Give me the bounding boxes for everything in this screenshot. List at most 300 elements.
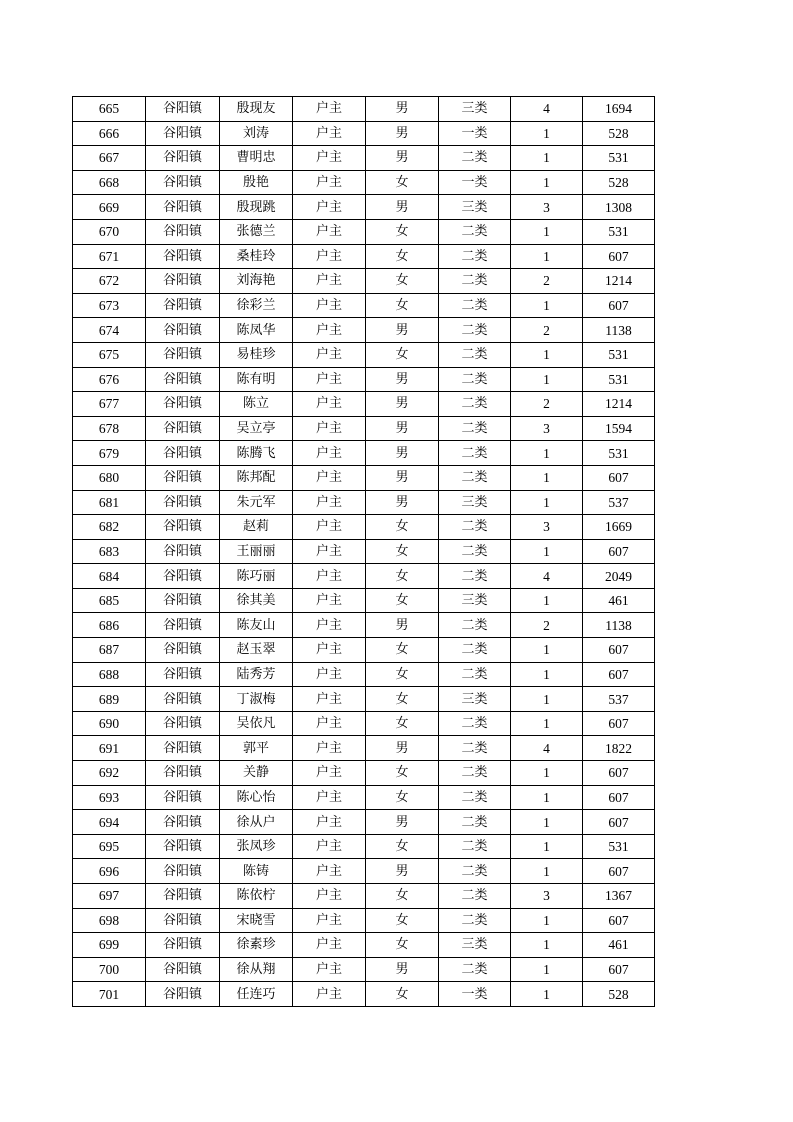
table-row [73,957,655,982]
cell-count: 3 [511,884,583,909]
table-row [73,982,655,1007]
cell-index: 688 [73,662,146,687]
cell-amount: 2049 [583,564,655,589]
table-row [73,318,655,343]
cell-amount: 607 [583,761,655,786]
cell-category: 二类 [439,244,511,269]
cell-town: 谷阳镇 [146,441,220,466]
cell-index: 685 [73,588,146,613]
cell-relation: 户主 [293,490,366,515]
cell-category: 二类 [439,293,511,318]
cell-relation: 户主 [293,367,366,392]
cell-name: 陈立 [220,392,293,417]
cell-relation: 户主 [293,810,366,835]
cell-amount: 1594 [583,416,655,441]
cell-name: 桑桂玲 [220,244,293,269]
cell-name: 徐素珍 [220,933,293,958]
cell-relation: 户主 [293,908,366,933]
cell-gender: 女 [366,515,439,540]
cell-name: 任连巧 [220,982,293,1007]
cell-town: 谷阳镇 [146,761,220,786]
cell-town: 谷阳镇 [146,342,220,367]
cell-gender: 女 [366,982,439,1007]
cell-name: 陆秀芳 [220,662,293,687]
cell-gender: 女 [366,933,439,958]
cell-category: 三类 [439,195,511,220]
cell-gender: 女 [366,908,439,933]
cell-gender: 男 [366,736,439,761]
cell-index: 693 [73,785,146,810]
cell-gender: 女 [366,834,439,859]
table-row [73,195,655,220]
table-row [73,367,655,392]
cell-relation: 户主 [293,146,366,171]
cell-relation: 户主 [293,269,366,294]
cell-town: 谷阳镇 [146,195,220,220]
cell-town: 谷阳镇 [146,613,220,638]
cell-relation: 户主 [293,441,366,466]
cell-gender: 男 [366,613,439,638]
cell-amount: 1669 [583,515,655,540]
cell-gender: 女 [366,244,439,269]
cell-amount: 1308 [583,195,655,220]
table-row [73,490,655,515]
cell-category: 二类 [439,219,511,244]
cell-name: 陈腾飞 [220,441,293,466]
cell-town: 谷阳镇 [146,293,220,318]
cell-amount: 1694 [583,97,655,122]
cell-gender: 女 [366,170,439,195]
cell-count: 4 [511,736,583,761]
cell-relation: 户主 [293,884,366,909]
cell-relation: 户主 [293,539,366,564]
cell-amount: 607 [583,244,655,269]
cell-relation: 户主 [293,711,366,736]
cell-count: 1 [511,859,583,884]
cell-category: 三类 [439,933,511,958]
cell-gender: 男 [366,121,439,146]
cell-amount: 531 [583,219,655,244]
cell-count: 2 [511,318,583,343]
cell-index: 694 [73,810,146,835]
cell-amount: 531 [583,834,655,859]
cell-count: 4 [511,564,583,589]
cell-count: 1 [511,834,583,859]
cell-category: 二类 [439,957,511,982]
records-table [72,96,655,1007]
cell-gender: 男 [366,318,439,343]
cell-gender: 女 [366,539,439,564]
cell-count: 1 [511,293,583,318]
cell-town: 谷阳镇 [146,465,220,490]
cell-gender: 女 [366,761,439,786]
table-row [73,293,655,318]
cell-town: 谷阳镇 [146,884,220,909]
table-row [73,392,655,417]
cell-gender: 女 [366,687,439,712]
cell-town: 谷阳镇 [146,392,220,417]
cell-count: 2 [511,269,583,294]
table-row [73,97,655,122]
cell-index: 689 [73,687,146,712]
cell-category: 二类 [439,318,511,343]
cell-name: 郭平 [220,736,293,761]
cell-amount: 531 [583,146,655,171]
cell-index: 667 [73,146,146,171]
cell-name: 徐彩兰 [220,293,293,318]
cell-amount: 1822 [583,736,655,761]
cell-gender: 女 [366,293,439,318]
table-row [73,416,655,441]
records-table-body [73,97,655,1007]
table-row [73,711,655,736]
cell-town: 谷阳镇 [146,982,220,1007]
cell-index: 672 [73,269,146,294]
cell-name: 易桂珍 [220,342,293,367]
cell-gender: 男 [366,490,439,515]
cell-relation: 户主 [293,736,366,761]
table-row [73,219,655,244]
cell-name: 殷现友 [220,97,293,122]
cell-name: 曹明忠 [220,146,293,171]
cell-relation: 户主 [293,638,366,663]
cell-gender: 女 [366,785,439,810]
cell-town: 谷阳镇 [146,490,220,515]
cell-name: 朱元军 [220,490,293,515]
table-row [73,662,655,687]
cell-category: 三类 [439,687,511,712]
table-row [73,121,655,146]
cell-category: 二类 [439,662,511,687]
cell-category: 二类 [439,613,511,638]
cell-index: 671 [73,244,146,269]
cell-count: 1 [511,638,583,663]
cell-relation: 户主 [293,761,366,786]
cell-gender: 女 [366,884,439,909]
cell-relation: 户主 [293,318,366,343]
cell-relation: 户主 [293,515,366,540]
cell-index: 679 [73,441,146,466]
table-row [73,342,655,367]
cell-count: 1 [511,441,583,466]
cell-name: 徐其美 [220,588,293,613]
cell-index: 673 [73,293,146,318]
cell-amount: 461 [583,588,655,613]
cell-count: 1 [511,465,583,490]
cell-amount: 607 [583,957,655,982]
cell-index: 666 [73,121,146,146]
cell-count: 1 [511,908,583,933]
cell-relation: 户主 [293,219,366,244]
cell-town: 谷阳镇 [146,588,220,613]
cell-amount: 1367 [583,884,655,909]
cell-name: 陈凤华 [220,318,293,343]
cell-amount: 531 [583,342,655,367]
cell-count: 1 [511,810,583,835]
cell-relation: 户主 [293,195,366,220]
cell-amount: 531 [583,367,655,392]
cell-category: 二类 [439,539,511,564]
cell-amount: 1138 [583,613,655,638]
cell-category: 三类 [439,588,511,613]
cell-town: 谷阳镇 [146,810,220,835]
cell-name: 刘海艳 [220,269,293,294]
cell-category: 二类 [439,908,511,933]
cell-relation: 户主 [293,244,366,269]
cell-category: 二类 [439,465,511,490]
cell-count: 1 [511,982,583,1007]
cell-town: 谷阳镇 [146,908,220,933]
cell-town: 谷阳镇 [146,367,220,392]
cell-town: 谷阳镇 [146,170,220,195]
cell-amount: 537 [583,490,655,515]
cell-name: 赵莉 [220,515,293,540]
cell-amount: 607 [583,465,655,490]
cell-gender: 女 [366,269,439,294]
table-row [73,859,655,884]
cell-count: 1 [511,539,583,564]
cell-count: 1 [511,933,583,958]
cell-relation: 户主 [293,416,366,441]
cell-gender: 女 [366,588,439,613]
cell-index: 683 [73,539,146,564]
cell-relation: 户主 [293,465,366,490]
table-row [73,441,655,466]
cell-town: 谷阳镇 [146,318,220,343]
cell-count: 1 [511,342,583,367]
cell-name: 吴立亭 [220,416,293,441]
cell-town: 谷阳镇 [146,834,220,859]
cell-count: 1 [511,687,583,712]
cell-name: 宋晓雪 [220,908,293,933]
cell-gender: 男 [366,416,439,441]
cell-town: 谷阳镇 [146,736,220,761]
cell-name: 吴依凡 [220,711,293,736]
cell-index: 674 [73,318,146,343]
cell-town: 谷阳镇 [146,564,220,589]
cell-index: 670 [73,219,146,244]
cell-category: 一类 [439,121,511,146]
cell-amount: 607 [583,539,655,564]
table-row [73,761,655,786]
cell-count: 1 [511,711,583,736]
cell-count: 4 [511,97,583,122]
cell-name: 殷现跳 [220,195,293,220]
cell-gender: 男 [366,810,439,835]
cell-name: 陈巧丽 [220,564,293,589]
cell-name: 关静 [220,761,293,786]
cell-town: 谷阳镇 [146,269,220,294]
cell-relation: 户主 [293,933,366,958]
cell-gender: 女 [366,564,439,589]
cell-town: 谷阳镇 [146,638,220,663]
cell-count: 1 [511,490,583,515]
cell-index: 697 [73,884,146,909]
cell-count: 3 [511,416,583,441]
cell-relation: 户主 [293,588,366,613]
cell-amount: 1214 [583,392,655,417]
cell-gender: 男 [366,465,439,490]
cell-amount: 607 [583,810,655,835]
table-row [73,834,655,859]
table-row [73,736,655,761]
cell-index: 695 [73,834,146,859]
cell-index: 700 [73,957,146,982]
cell-category: 二类 [439,761,511,786]
cell-index: 687 [73,638,146,663]
cell-relation: 户主 [293,982,366,1007]
cell-count: 1 [511,146,583,171]
table-row [73,613,655,638]
cell-amount: 531 [583,441,655,466]
table-row [73,269,655,294]
cell-amount: 607 [583,662,655,687]
cell-relation: 户主 [293,957,366,982]
cell-relation: 户主 [293,662,366,687]
cell-index: 681 [73,490,146,515]
cell-relation: 户主 [293,834,366,859]
cell-index: 698 [73,908,146,933]
cell-town: 谷阳镇 [146,662,220,687]
cell-town: 谷阳镇 [146,933,220,958]
cell-amount: 1214 [583,269,655,294]
table-row [73,588,655,613]
cell-index: 691 [73,736,146,761]
cell-gender: 女 [366,342,439,367]
cell-amount: 607 [583,785,655,810]
cell-name: 陈铸 [220,859,293,884]
cell-relation: 户主 [293,121,366,146]
table-row [73,515,655,540]
cell-category: 二类 [439,515,511,540]
table-row [73,810,655,835]
cell-name: 刘涛 [220,121,293,146]
cell-amount: 537 [583,687,655,712]
cell-category: 二类 [439,564,511,589]
cell-gender: 男 [366,97,439,122]
cell-town: 谷阳镇 [146,146,220,171]
cell-relation: 户主 [293,97,366,122]
cell-count: 1 [511,761,583,786]
cell-category: 二类 [439,810,511,835]
cell-relation: 户主 [293,564,366,589]
cell-count: 1 [511,588,583,613]
cell-count: 2 [511,392,583,417]
cell-relation: 户主 [293,342,366,367]
cell-category: 一类 [439,170,511,195]
table-row [73,908,655,933]
cell-category: 三类 [439,490,511,515]
cell-index: 668 [73,170,146,195]
cell-gender: 女 [366,638,439,663]
cell-gender: 男 [366,957,439,982]
cell-index: 678 [73,416,146,441]
cell-amount: 461 [583,933,655,958]
cell-category: 二类 [439,834,511,859]
cell-category: 二类 [439,367,511,392]
table-row [73,785,655,810]
cell-count: 1 [511,219,583,244]
cell-category: 二类 [439,736,511,761]
table-row [73,465,655,490]
cell-amount: 528 [583,982,655,1007]
cell-category: 二类 [439,416,511,441]
table-row [73,687,655,712]
cell-relation: 户主 [293,785,366,810]
cell-town: 谷阳镇 [146,785,220,810]
cell-relation: 户主 [293,613,366,638]
cell-category: 二类 [439,638,511,663]
cell-category: 二类 [439,342,511,367]
table-row [73,539,655,564]
cell-amount: 607 [583,638,655,663]
cell-name: 徐从户 [220,810,293,835]
cell-town: 谷阳镇 [146,859,220,884]
cell-category: 二类 [439,146,511,171]
cell-name: 王丽丽 [220,539,293,564]
cell-name: 殷艳 [220,170,293,195]
cell-relation: 户主 [293,687,366,712]
cell-amount: 528 [583,121,655,146]
cell-town: 谷阳镇 [146,687,220,712]
cell-index: 684 [73,564,146,589]
cell-index: 665 [73,97,146,122]
cell-category: 二类 [439,785,511,810]
cell-amount: 607 [583,859,655,884]
cell-gender: 男 [366,859,439,884]
cell-gender: 女 [366,219,439,244]
cell-count: 1 [511,785,583,810]
cell-relation: 户主 [293,170,366,195]
cell-index: 675 [73,342,146,367]
cell-town: 谷阳镇 [146,244,220,269]
cell-index: 677 [73,392,146,417]
cell-gender: 男 [366,441,439,466]
cell-name: 陈邦配 [220,465,293,490]
table-row [73,170,655,195]
cell-category: 二类 [439,269,511,294]
cell-name: 陈依柠 [220,884,293,909]
cell-town: 谷阳镇 [146,121,220,146]
cell-amount: 607 [583,908,655,933]
cell-relation: 户主 [293,392,366,417]
cell-name: 张德兰 [220,219,293,244]
cell-count: 1 [511,121,583,146]
cell-gender: 女 [366,711,439,736]
cell-town: 谷阳镇 [146,219,220,244]
cell-name: 陈友山 [220,613,293,638]
cell-index: 680 [73,465,146,490]
cell-count: 3 [511,195,583,220]
table-row [73,933,655,958]
cell-town: 谷阳镇 [146,515,220,540]
table-row [73,244,655,269]
cell-town: 谷阳镇 [146,416,220,441]
cell-gender: 女 [366,662,439,687]
cell-relation: 户主 [293,293,366,318]
cell-index: 699 [73,933,146,958]
cell-name: 丁淑梅 [220,687,293,712]
cell-town: 谷阳镇 [146,539,220,564]
cell-index: 669 [73,195,146,220]
cell-name: 赵玉翠 [220,638,293,663]
cell-town: 谷阳镇 [146,957,220,982]
cell-category: 二类 [439,441,511,466]
cell-name: 陈心怡 [220,785,293,810]
cell-name: 张凤珍 [220,834,293,859]
cell-relation: 户主 [293,859,366,884]
cell-index: 682 [73,515,146,540]
